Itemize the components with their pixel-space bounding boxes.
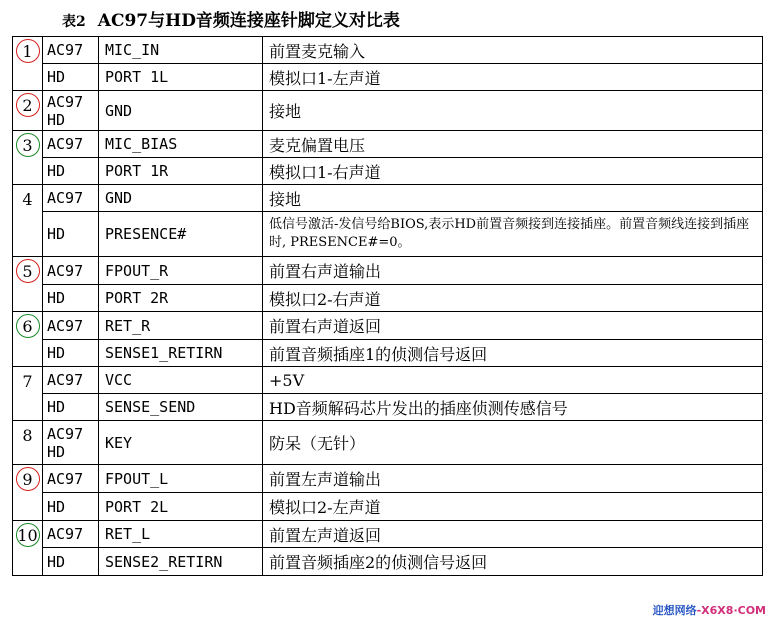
signal-name-cell: PORT 2L <box>99 493 263 521</box>
description-cell: 防呆（无针） <box>263 421 763 465</box>
signal-name-cell: SENSE_SEND <box>99 394 263 421</box>
pin-definition-table <box>12 36 763 576</box>
description-cell: 前置右声道输出 <box>263 257 763 285</box>
table-row <box>13 312 763 340</box>
table-row <box>13 340 763 367</box>
description-cell: +5V <box>263 367 763 394</box>
standard-cell: AC97 HD <box>43 91 99 131</box>
description-cell: 前置左声道返回 <box>263 521 763 548</box>
standard-cell: HD <box>43 158 99 185</box>
signal-name-cell: KEY <box>99 421 263 465</box>
signal-name-cell: MIC_IN <box>99 37 263 64</box>
description-cell: 模拟口1-左声道 <box>263 64 763 91</box>
standard-cell: HD <box>43 394 99 421</box>
standard-cell: HD <box>43 64 99 91</box>
table-row <box>13 158 763 185</box>
signal-name-cell: PORT 1R <box>99 158 263 185</box>
standard-cell: AC97 <box>43 521 99 548</box>
pin-number: 2 <box>16 93 40 117</box>
table-title-text: AC97与HD音频连接座针脚定义对比表 <box>97 11 400 31</box>
table-row <box>13 64 763 91</box>
pin-number: 6 <box>16 314 40 338</box>
standard-cell: AC97 <box>43 131 99 158</box>
pin-number: 3 <box>16 133 40 157</box>
standard-cell: HD <box>43 285 99 312</box>
site-watermark <box>653 602 766 618</box>
description-cell: 模拟口1-右声道 <box>263 158 763 185</box>
signal-name-cell: SENSE2_RETIRN <box>99 548 263 576</box>
description-cell: 前置音频插座2的侦测信号返回 <box>263 548 763 576</box>
description-cell: 麦克偏置电压 <box>263 131 763 158</box>
pin-number-cell <box>13 465 43 521</box>
description-cell: 前置右声道返回 <box>263 312 763 340</box>
signal-name-cell: RET_L <box>99 521 263 548</box>
pin-number: 4 <box>22 190 33 209</box>
table-row <box>13 421 763 465</box>
table-row <box>13 521 763 548</box>
pin-number-cell <box>13 367 43 421</box>
watermark-domain: -X6X8·COM <box>696 604 766 617</box>
standard-cell: AC97 <box>43 185 99 212</box>
description-cell: 前置音频插座1的侦测信号返回 <box>263 340 763 367</box>
standard-cell: AC97 <box>43 312 99 340</box>
standard-cell: AC97 <box>43 465 99 493</box>
signal-name-cell: PORT 1L <box>99 64 263 91</box>
pin-number: 1 <box>16 39 40 63</box>
description-cell: 模拟口2-左声道 <box>263 493 763 521</box>
pin-number: 10 <box>16 523 40 547</box>
signal-name-cell: MIC_BIAS <box>99 131 263 158</box>
standard-cell: AC97 <box>43 37 99 64</box>
table-row <box>13 548 763 576</box>
table-title <box>62 6 400 31</box>
standard-cell: AC97 <box>43 367 99 394</box>
pin-number: 9 <box>16 467 40 491</box>
pin-number-cell <box>13 185 43 257</box>
table-row <box>13 91 763 131</box>
table-row <box>13 493 763 521</box>
table-row <box>13 394 763 421</box>
signal-name-cell: FPOUT_R <box>99 257 263 285</box>
description-cell: 前置麦克输入 <box>263 37 763 64</box>
pin-number-cell <box>13 521 43 576</box>
pin-number: 5 <box>16 259 40 283</box>
description-cell: 低信号激活-发信号给BIOS,表示HD前置音频接到连接插座。前置音频线连接到插座时, PRESENCE#=0。 <box>263 212 763 257</box>
pin-number-cell <box>13 37 43 91</box>
signal-name-cell: FPOUT_L <box>99 465 263 493</box>
table-number: 表2 <box>62 14 86 30</box>
signal-name-cell: SENSE1_RETIRN <box>99 340 263 367</box>
pin-number-cell <box>13 257 43 312</box>
table-row <box>13 212 763 257</box>
description-cell: 接地 <box>263 91 763 131</box>
standard-cell: AC97 <box>43 257 99 285</box>
description-cell: 前置左声道输出 <box>263 465 763 493</box>
standard-cell: HD <box>43 212 99 257</box>
standard-cell: HD <box>43 548 99 576</box>
signal-name-cell: RET_R <box>99 312 263 340</box>
description-cell: 接地 <box>263 185 763 212</box>
watermark-brand: 迎想网络 <box>652 604 697 617</box>
signal-name-cell: GND <box>99 185 263 212</box>
pin-number-cell <box>13 131 43 185</box>
signal-name-cell: PORT 2R <box>99 285 263 312</box>
table-row <box>13 37 763 64</box>
signal-name-cell: GND <box>99 91 263 131</box>
signal-name-cell: PRESENCE# <box>99 212 263 257</box>
pin-number-cell <box>13 91 43 131</box>
standard-cell: HD <box>43 493 99 521</box>
table-row <box>13 185 763 212</box>
table-row <box>13 465 763 493</box>
pin-number-cell <box>13 312 43 367</box>
standard-cell: HD <box>43 340 99 367</box>
pin-number-cell <box>13 421 43 465</box>
description-cell: HD音频解码芯片发出的插座侦测传感信号 <box>263 394 763 421</box>
table-row <box>13 131 763 158</box>
table-row <box>13 257 763 285</box>
pin-number: 7 <box>22 372 33 391</box>
standard-cell: AC97 HD <box>43 421 99 465</box>
description-cell: 模拟口2-右声道 <box>263 285 763 312</box>
signal-name-cell: VCC <box>99 367 263 394</box>
table-row <box>13 367 763 394</box>
pin-number: 8 <box>22 426 33 445</box>
table-row <box>13 285 763 312</box>
